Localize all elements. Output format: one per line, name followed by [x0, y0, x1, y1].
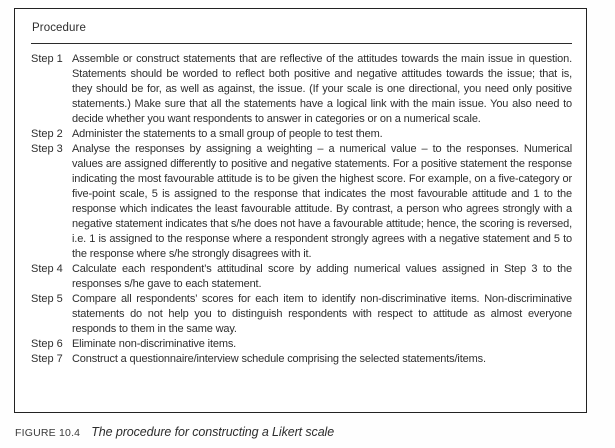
procedure-step-row	[31, 142, 572, 262]
figure-caption-label: FIGURE 10.4	[15, 427, 81, 439]
step-label: Step 5	[31, 293, 63, 305]
procedure-steps-list	[31, 52, 572, 367]
step-label: Step 6	[31, 338, 63, 350]
procedure-step-row	[31, 52, 572, 127]
procedure-figure-box	[14, 8, 587, 413]
step-text: Administer the statements to a small group of people to test them.	[72, 128, 383, 140]
step-text: Construct a questionnaire/interview schedule comprising the selected statements/items.	[72, 353, 486, 365]
step-label: Step 2	[31, 128, 63, 140]
step-text: Compare all respondents’ scores for each item to identify non-discriminative items. Non-discriminative statements do not help you to distinguish respondents with respect to attitude as almost everyone responds to them in the same way.	[72, 293, 572, 335]
figure-caption	[15, 425, 334, 439]
procedure-step-row	[31, 262, 572, 292]
step-text: Assemble or construct statements that are reflective of the attitudes towards the main issue in question. Statements should be worded to reflect both positive and negative attitudes towards the issue; that is, they should be for, as well as against, the issue. (If your scale is one directional, you need only positive statements.) Make sure that all the statements have a logical link with the main issue. You also need to decide whether you want respondents to answer in categories or on a numerical scale.	[72, 53, 572, 125]
step-label: Step 7	[31, 353, 63, 365]
step-label: Step 1	[31, 53, 63, 65]
procedure-step-row	[31, 127, 572, 142]
step-text: Calculate each respondent’s attitudinal score by adding numerical values assigned in Step 3 to the responses s/he gave to each statement.	[72, 263, 572, 290]
procedure-step-row	[31, 292, 572, 337]
procedure-header: Procedure	[32, 22, 86, 34]
figure-caption-text: The procedure for constructing a Likert scale	[91, 425, 335, 439]
step-label: Step 4	[31, 263, 63, 275]
step-text: Eliminate non-discriminative items.	[72, 338, 237, 350]
header-divider	[31, 43, 572, 44]
procedure-step-row	[31, 352, 572, 367]
step-label: Step 3	[31, 143, 63, 155]
procedure-step-row	[31, 337, 572, 352]
step-text: Analyse the responses by assigning a weighting – a numerical value – to the responses. Numerical values are assigned differently to positive and negative statements. For a positive statement the response indicating the most favourable attitude is to be given the highest score. For example, on a five-category or five-point scale, 5 is assigned to the response that indicates the most favourable attitude and 1 to the response which indicates the least favourable attitude. By contrast, a person who agrees strongly with a negative statement indicates that s/he does not have a favourable attitude; hence, the scoring is reversed, i.e. 1 is assigned to the response where a respondent strongly agrees with a negative statement and 5 to the response where s/he strongly disagrees with it.	[72, 143, 572, 260]
